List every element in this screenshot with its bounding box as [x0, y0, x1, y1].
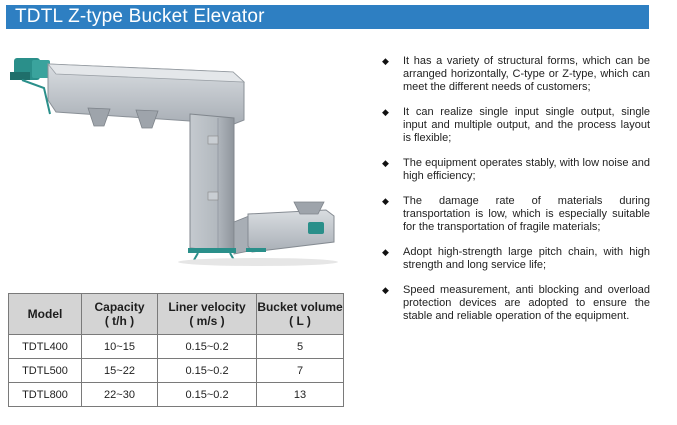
header-bucket-volume: Bucket volume ( L ) — [257, 294, 344, 335]
diamond-bullet-icon: ◆ — [382, 196, 389, 206]
cell-capacity: 10~15 — [82, 335, 158, 359]
diamond-bullet-icon: ◆ — [382, 107, 389, 117]
table-row — [9, 335, 344, 359]
spec-table — [8, 293, 344, 407]
cell-capacity: 22~30 — [82, 383, 158, 407]
list-item: ◆ It has a variety of structural forms, which can be arranged horizontally, C-type or Z-type, which can meet the different needs of customers; — [382, 55, 650, 93]
cell-model: TDTL800 — [9, 383, 82, 407]
diamond-bullet-icon: ◆ — [382, 247, 389, 257]
list-item: ◆ It can realize single input single output, single input and multiple output, and the process layout is flexible; — [382, 106, 650, 144]
cell-volume: 7 — [257, 359, 344, 383]
title-bar — [6, 5, 649, 29]
cell-model: TDTL400 — [9, 335, 82, 359]
cell-velocity: 0.15~0.2 — [158, 359, 257, 383]
list-item: ◆ The equipment operates stably, with low noise and high efficiency; — [382, 157, 650, 182]
table-row — [9, 359, 344, 383]
list-item: ◆ Adopt high-strength large pitch chain, with high strength and long service life; — [382, 246, 650, 271]
cell-volume: 13 — [257, 383, 344, 407]
list-item: ◆ The damage rate of materials during transportation is low, which is especially suitable for the transportation of fragile materials; — [382, 195, 650, 233]
header-model: Model — [9, 294, 82, 335]
cell-volume: 5 — [257, 335, 344, 359]
diamond-bullet-icon: ◆ — [382, 285, 389, 295]
feature-list — [380, 55, 650, 335]
diamond-bullet-icon: ◆ — [382, 158, 389, 168]
page-title: TDTL Z-type Bucket Elevator — [15, 6, 265, 27]
diamond-bullet-icon: ◆ — [382, 56, 389, 66]
header-liner-velocity: Liner velocity ( m/s ) — [158, 294, 257, 335]
cell-velocity: 0.15~0.2 — [158, 383, 257, 407]
cell-velocity: 0.15~0.2 — [158, 335, 257, 359]
cell-model: TDTL500 — [9, 359, 82, 383]
list-item: ◆ Speed measurement, anti blocking and overload protection devices are adopted to ensure the stable and reliable operation of the equipment. — [382, 284, 650, 322]
bucket-elevator-illustration — [8, 42, 363, 287]
cell-capacity: 15~22 — [82, 359, 158, 383]
table-header-row — [9, 294, 344, 335]
table-row — [9, 383, 344, 407]
header-capacity: Capacity ( t/h ) — [82, 294, 158, 335]
